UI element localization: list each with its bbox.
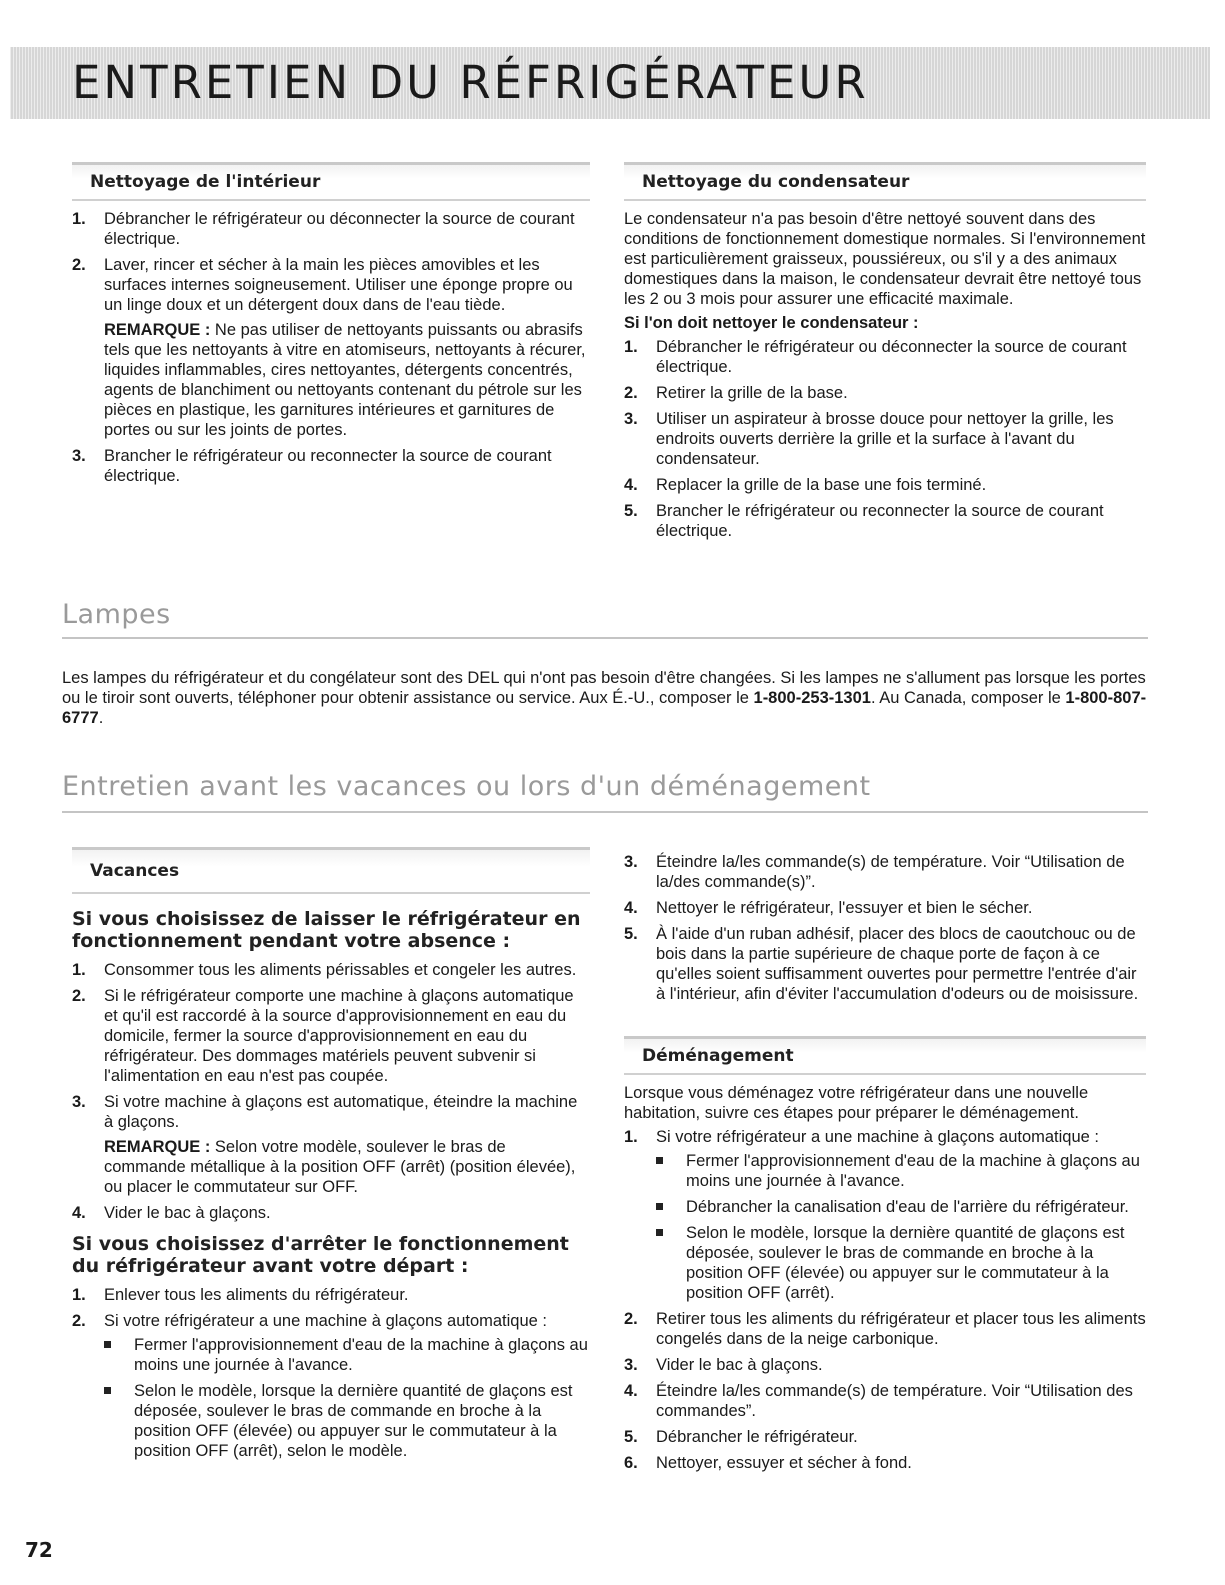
title-banner [10,47,1210,119]
moving-bullets [656,1151,1146,1303]
step-text: Retirer tous les aliments du réfrigérateur et placer tous les aliments congelés dans de la neige carbonique. [656,1310,1146,1348]
note-text: Ne pas utiliser de nettoyants puissants ou abrasifs tels que les nettoyants à vitre en atomiseurs, nettoyants à récurer, liquides inflammables, cires nettoyantes, détergents concentrés, agents de blanchiment ou nettoyants contenant du pétrole sur les pièces en plastique, les garnitures intérieures et garnitures de portes ou sur les joints de portes. [104,321,586,439]
list-item [624,1427,1146,1447]
phone-ca: 1-800-807-6777 [62,689,1147,727]
note-label: REMARQUE : [104,1138,211,1156]
list-item [72,209,590,249]
list-item [624,383,1146,403]
interior-heading: Nettoyage de l'intérieur [72,162,590,201]
note [104,1137,590,1197]
condenser-steps [624,337,1146,541]
page-title: ENTRETIEN DU RÉFRIGÉRATEUR [72,56,869,109]
list-item [72,960,590,980]
step-text: Si votre machine à glaçons est automatique, éteindre la machine à glaçons. [104,1093,578,1131]
vacation-continued [624,852,1146,1010]
step-text: Brancher le réfrigérateur ou reconnecter la source de courant électrique. [104,447,552,485]
bullet-item: Selon le modèle, lorsque la dernière quantité de glaçons est déposée, soulever le bras de commande en broche à la position OFF (élevée) ou appuyer sur le commutateur à la position OFF (arrêt), selon le modèle. [104,1381,590,1461]
step-number: 5. [624,925,638,943]
step-number: 3. [624,410,638,428]
step-number: 1. [72,1286,86,1304]
step-text: Replacer la grille de la base une fois terminé. [656,476,987,494]
list-item [624,337,1146,377]
note-text: Selon votre modèle, soulever le bras de commande métallique à la position OFF (arrêt) (position élevée), ou placer le commutateur sur OFF. [104,1138,576,1196]
list-item [624,1355,1146,1375]
vacation-moving-title: Entretien avant les vacances ou lors d'un déménagement [62,771,871,802]
step-text: Enlever tous les aliments du réfrigérateur. [104,1286,409,1304]
step-number: 2. [72,1312,86,1330]
step-number: 3. [624,853,638,871]
list-item [624,409,1146,469]
page-number: 72 [25,1538,53,1562]
step-text: Si votre réfrigérateur a une machine à glaçons automatique : [104,1312,548,1330]
step-text: Retirer la grille de la base. [656,384,848,402]
note [104,320,590,440]
keep-running-steps [72,960,590,1223]
step-number: 2. [624,384,638,402]
step-number: 2. [72,256,86,274]
step-number: 2. [72,987,86,1005]
bullet-item: Fermer l'approvisionnement d'eau de la machine à glaçons au moins une journée à l'avance. [104,1335,590,1375]
lamps-text-c: . [98,709,104,727]
list-item [624,852,1146,892]
step-number: 1. [624,1128,638,1146]
step-text: Vider le bac à glaçons. [104,1204,271,1222]
step-text: Utiliser un aspirateur à brosse douce pour nettoyer la grille, les endroits ouverts derrière la grille et la surface à l'avant du condensateur. [656,410,1114,468]
bullet-item: Débrancher la canalisation d'eau de l'arrière du réfrigérateur. [656,1197,1146,1217]
step-text: Débrancher le réfrigérateur ou déconnecter la source de courant électrique. [656,338,1127,376]
step-text: Débrancher le réfrigérateur ou déconnecter la source de courant électrique. [104,210,575,248]
list-item [624,501,1146,541]
step-number: 3. [72,1093,86,1111]
interior-steps [72,209,590,486]
stop-title: Si vous choisissez d'arrêter le fonctionnement du réfrigérateur avant votre départ : [72,1233,569,1277]
bullet-item: Fermer l'approvisionnement d'eau de la machine à glaçons au moins une journée à l'avance. [656,1151,1146,1191]
list-item [72,446,590,486]
step-number: 3. [72,447,86,465]
step-number: 4. [624,476,638,494]
list-item [624,1381,1146,1421]
step-number: 1. [624,338,638,356]
step-number: 5. [624,502,638,520]
lamps-text-b: . Au Canada, composer le [870,689,1066,707]
note-label: REMARQUE : [104,321,211,339]
step-text: Éteindre la/les commande(s) de température. Voir “Utilisation des commandes”. [656,1382,1133,1420]
vacation-heading: Vacances [72,847,590,894]
step-text: Nettoyer le réfrigérateur, l'essuyer et bien le sécher. [656,899,1033,917]
step-text: Éteindre la/les commande(s) de température. Voir “Utilisation de la/des commande(s)”. [656,853,1125,891]
step-number: 4. [624,1382,638,1400]
step-number: 1. [72,210,86,228]
vacation-rule [62,811,1148,813]
step-number: 1. [72,961,86,979]
step-text: Vider le bac à glaçons. [656,1356,823,1374]
step-text: Nettoyer, essuyer et sécher à fond. [656,1454,912,1472]
stop-steps [72,1285,590,1461]
stop-steps-continued [624,852,1146,1004]
moving-section [624,1036,1146,1479]
list-item [624,1127,1146,1303]
list-item [72,986,590,1086]
moving-intro: Lorsque vous déménagez votre réfrigérateur dans une nouvelle habitation, suivre ces étapes pour préparer le déménagement. [624,1084,1089,1122]
list-item [72,1311,590,1461]
step-number: 2. [624,1310,638,1328]
step-text: Laver, rincer et sécher à la main les pièces amovibles et les surfaces internes soigneusement. Utiliser une éponge propre ou un linge doux et un détergent doux dans de l'eau tiède. [104,256,573,314]
lamps-text [62,668,1152,728]
step-text: Brancher le réfrigérateur ou reconnecter la source de courant électrique. [656,502,1104,540]
step-number: 5. [624,1428,638,1446]
condenser-heading: Nettoyage du condensateur [624,162,1146,201]
vacation-section [72,847,590,1467]
list-item [72,1203,590,1223]
lamps-title: Lampes [62,599,171,630]
list-item [72,255,590,440]
step-number: 3. [624,1356,638,1374]
phone-us: 1-800-253-1301 [753,689,871,707]
bullet-item: Selon le modèle, lorsque la dernière quantité de glaçons est déposée, soulever le bras de commande en broche à la position OFF (élevée) ou appuyer sur le commutateur à la position OFF (arrêt). [656,1223,1146,1303]
step-text: Débrancher le réfrigérateur. [656,1428,858,1446]
list-item [624,924,1146,1004]
list-item [624,1453,1146,1473]
list-item [624,475,1146,495]
step-text: À l'aide d'un ruban adhésif, placer des blocs de caoutchouc ou de bois dans la partie supérieure de chaque porte de façon à ce qu'elles soient suffisamment ouvertes pour permettre l'entrée d'air à l'intérieur, afin d'éviter l'accumulation d'odeurs ou de moisissure. [656,925,1139,1003]
step-number: 4. [72,1204,86,1222]
list-item [624,898,1146,918]
list-item [72,1092,590,1197]
step-number: 6. [624,1454,638,1472]
condenser-section [624,162,1146,547]
lamps-rule [62,637,1148,639]
lamps-text-a: Les lampes du réfrigérateur et du congélateur sont des DEL qui n'ont pas besoin d'être changées. Si les lampes ne s'allument pas lorsque les portes ou le tiroir sont ouverts, téléphoner pour obtenir assistance ou service. Aux É.-U., composer le [62,669,1146,707]
interior-section [72,162,590,492]
step-text: Si votre réfrigérateur a une machine à glaçons automatique : [656,1128,1100,1146]
step-text: Si le réfrigérateur comporte une machine à glaçons automatique et qu'il est raccordé à la source d'approvisionnement en eau du domicile, fermer la source d'approvisionnement en eau du réfrigérateur. Des dommages matériels peuvent subvenir si l'alimentation en eau n'est pas coupée. [104,987,574,1085]
step-number: 4. [624,899,638,917]
list-item [72,1285,590,1305]
moving-steps [624,1127,1146,1473]
condenser-intro: Le condensateur n'a pas besoin d'être nettoyé souvent dans des conditions de fonctionnement domestique normales. Si l'environnement est particulièrement graisseux, poussiéreux, ou s'il y a des animaux domestiques dans la maison, le condensateur devrait être nettoyé tous les 2 ou 3 mois pour assurer une efficacité maximale. [624,210,1146,308]
keep-running-title: Si vous choisissez de laisser le réfrigérateur en fonctionnement pendant votre absence : [72,908,581,952]
stop-bullets [104,1335,590,1461]
condenser-if-label: Si l'on doit nettoyer le condensateur : [624,314,919,332]
moving-heading: Déménagement [624,1036,1146,1075]
step-text: Consommer tous les aliments périssables et congeler les autres. [104,961,577,979]
list-item [624,1309,1146,1349]
